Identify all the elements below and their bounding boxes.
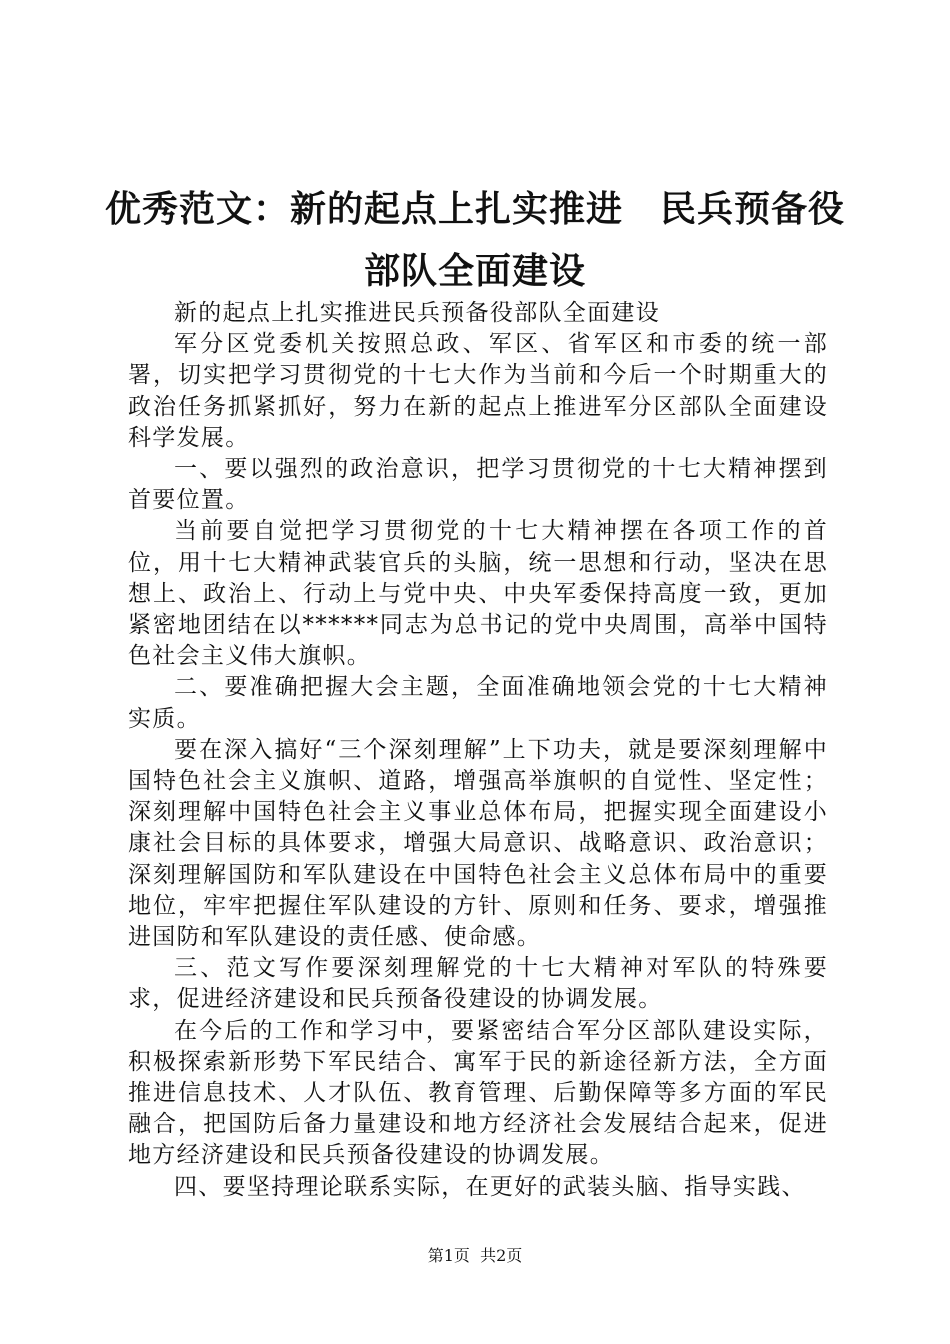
body-paragraph: 新的起点上扎实推进民兵预备役部队全面建设 (174, 300, 660, 326)
section-heading: 二、要准确把握大会主题，全面准确地领会党的十七大精神实质。 (128, 674, 828, 732)
document-body (128, 298, 828, 1203)
body-paragraph: 军分区党委机关按照总政、军区、省军区和市委的统一部署，切实把学习贯彻党的十七大作为当前和今后一个时期重大的政治任务抓紧抓好，努力在新的起点上推进军分区部队全面建设科学发展。 (128, 331, 828, 451)
document-title-line-2: 部队全面建设 (363, 251, 586, 292)
document-title-line-1: 优秀范文：新的起点上扎实推进 民兵预备役 (104, 189, 845, 230)
section-heading: 三、范文写作要深刻理解党的十七大精神对军队的特殊要求，促进经济建设和民兵预备役建设的协调发展。 (128, 955, 828, 1013)
body-paragraph: 在今后的工作和学习中，要紧密结合军分区部队建设实际，积极探索新形势下军民结合、寓军于民的新途径新方法，全方面推进信息技术、人才队伍、教育管理、后勤保障等多方面的军民融合，把国防后备力量建设和地方经济社会发展结合起来，促进地方经济建设和民兵预备役建设的协调发展。 (128, 1017, 828, 1169)
body-paragraph: 当前要自觉把学习贯彻党的十七大精神摆在各项工作的首位，用十七大精神武装官兵的头脑，统一思想和行动，坚决在思想上、政治上、行动上与党中央、中央军委保持高度一致，更加紧密地团结在以******同志为总书记的党中央周围，高举中国特色社会主义伟大旗帜。 (128, 518, 828, 670)
section-heading: 四、要坚持理论联系实际，在更好的武装头脑、指导实践、 (174, 1173, 806, 1200)
body-paragraph: 要在深入搞好“三个深刻理解”上下功夫，就是要深刻理解中国特色社会主义旗帜、道路，增强高举旗帜的自觉性、坚定性；深刻理解中国特色社会主义事业总体布局，把握实现全面建设小康社会目标的具体要求，增强大局意识、战略意识、政治意识；深刻理解国防和军队建设在中国特色社会主义总体布局中的重要地位，牢牢把握住军队建设的方针、原则和任务、要求，增强推进国防和军队建设的责任感、使命感。 (128, 736, 828, 951)
section-heading: 一、要以强烈的政治意识，把学习贯彻党的十七大精神摆到首要位置。 (128, 456, 828, 514)
page-footer: 第1页 共2页 (427, 1246, 523, 1265)
